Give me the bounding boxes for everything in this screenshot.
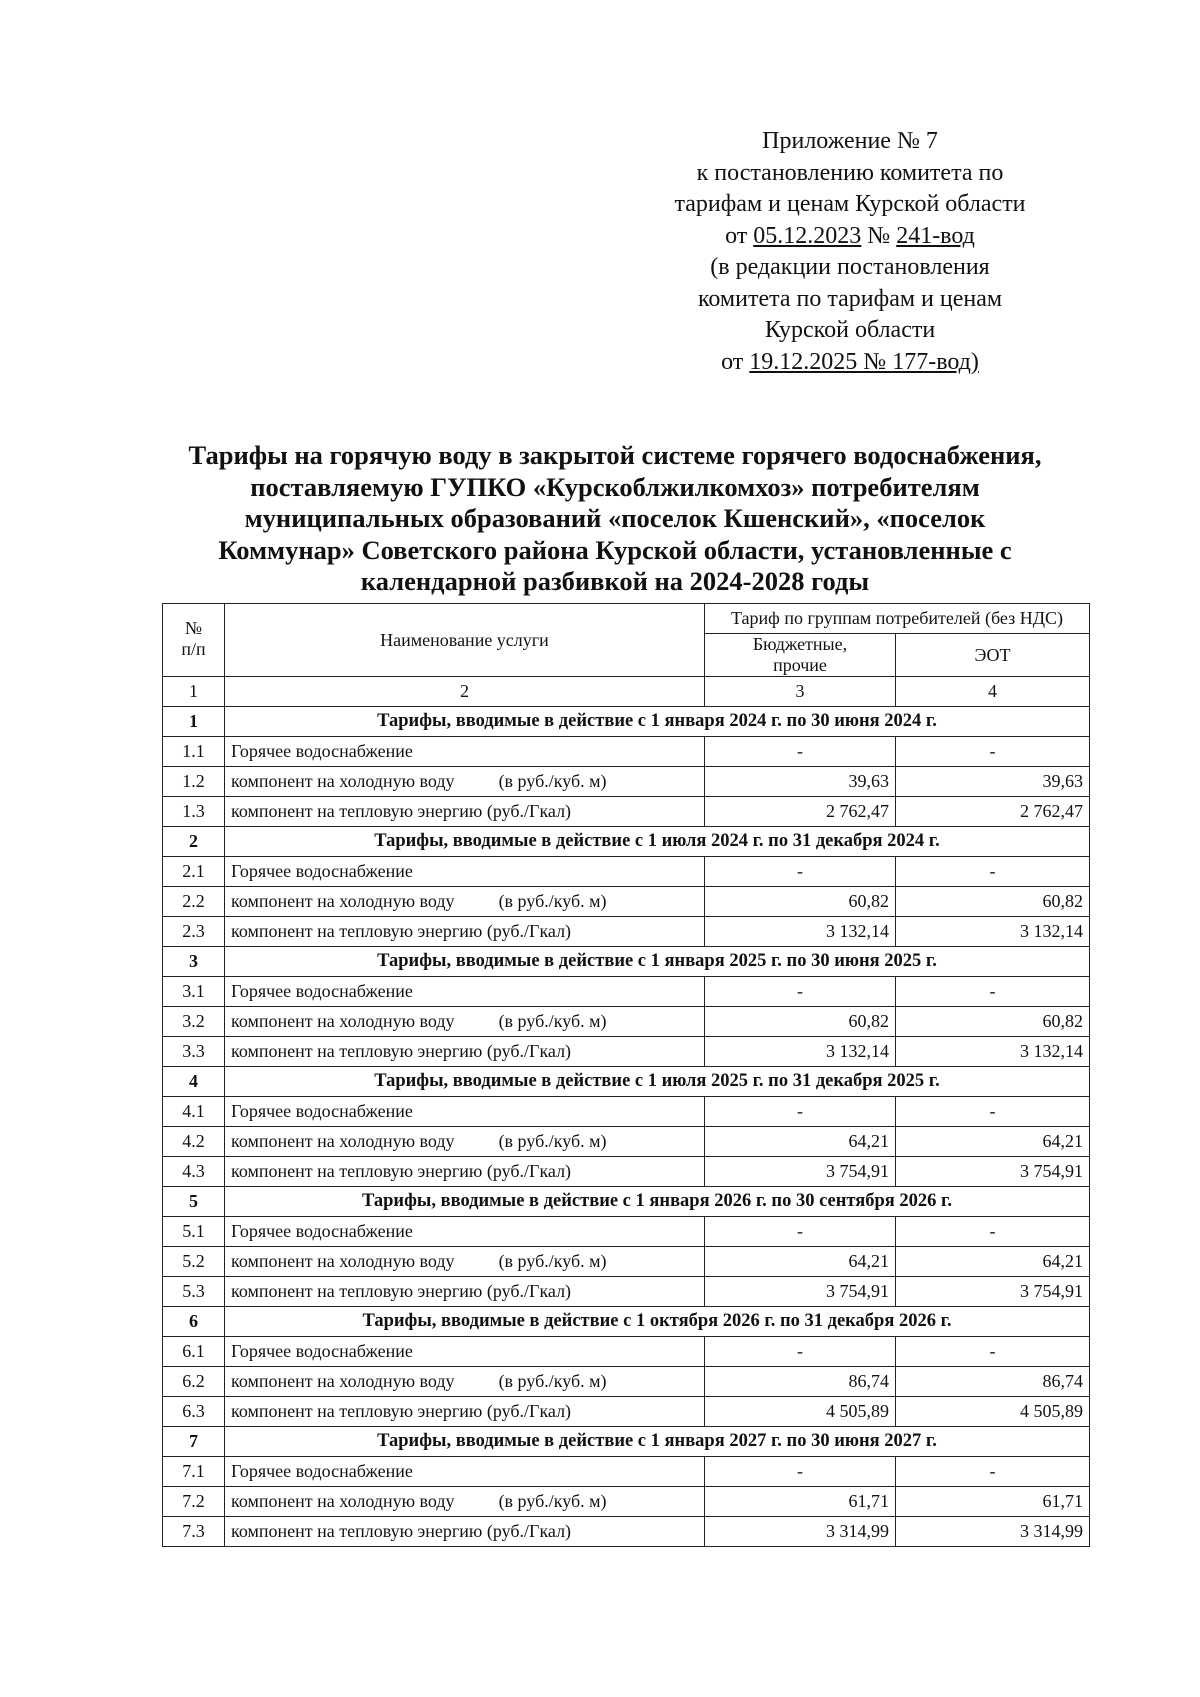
tariff-table (162, 603, 1090, 1547)
service-name-cell (225, 1397, 705, 1427)
period-row (163, 947, 1090, 977)
eot-value: 4 505,89 (896, 1397, 1090, 1427)
row-number: 2.3 (163, 917, 225, 947)
period-number: 2 (163, 827, 225, 857)
service-name-cell (225, 1127, 705, 1157)
table-row (163, 1127, 1090, 1157)
period-row (163, 1187, 1090, 1217)
budget-value: 86,74 (705, 1367, 896, 1397)
service-unit: (в руб./куб. м) (498, 1491, 607, 1511)
budget-value: 60,82 (705, 887, 896, 917)
title-line: Тарифы на горячую воду в закрытой системе горячего водоснабжения, (188, 440, 1042, 470)
service-unit: (в руб./куб. м) (498, 1011, 607, 1031)
budget-value: 39,63 (705, 767, 896, 797)
table-row (163, 917, 1090, 947)
row-number: 2.2 (163, 887, 225, 917)
service-name-cell (225, 737, 705, 767)
header-budget: Бюджетные, прочие (705, 634, 896, 677)
service-name-cell (225, 1487, 705, 1517)
period-number: 3 (163, 947, 225, 977)
table-row (163, 1157, 1090, 1187)
column-number-row (163, 677, 1090, 707)
service-name: Горячее водоснабжение (231, 1461, 413, 1481)
service-name: компонент на тепловую энергию (руб./Гкал) (231, 1161, 572, 1181)
service-name: компонент на тепловую энергию (руб./Гкал) (231, 1041, 572, 1061)
budget-value: 3 132,14 (705, 1037, 896, 1067)
service-name: компонент на тепловую энергию (руб./Гкал) (231, 1521, 572, 1541)
table-row (163, 887, 1090, 917)
period-number: 4 (163, 1067, 225, 1097)
row-number: 3.2 (163, 1007, 225, 1037)
service-name: компонент на тепловую энергию (руб./Гкал) (231, 921, 572, 941)
appendix-number: 241-вод (896, 222, 975, 249)
service-name-cell (225, 1517, 705, 1547)
eot-value: 3 754,91 (896, 1277, 1090, 1307)
eot-value: - (896, 737, 1090, 767)
column-number: 4 (896, 677, 1090, 707)
period-title: Тарифы, вводимые в действие с 1 июля 2024 г. по 31 декабря 2024 г. (225, 827, 1090, 857)
row-number: 4.2 (163, 1127, 225, 1157)
budget-value: - (705, 1337, 896, 1367)
row-number: 1.2 (163, 767, 225, 797)
budget-value: 3 754,91 (705, 1277, 896, 1307)
row-number: 6.2 (163, 1367, 225, 1397)
table-row (163, 857, 1090, 887)
service-name-cell (225, 1337, 705, 1367)
appendix-line: Приложение № 7 (762, 128, 938, 154)
eot-value: 64,21 (896, 1247, 1090, 1277)
eot-value: 60,82 (896, 887, 1090, 917)
appendix-block (640, 126, 1060, 378)
service-name: компонент на холодную воду (231, 1011, 455, 1031)
service-name-cell (225, 1217, 705, 1247)
table-row (163, 1247, 1090, 1277)
row-number: 7.3 (163, 1517, 225, 1547)
service-name: Горячее водоснабжение (231, 861, 413, 881)
eot-value: - (896, 977, 1090, 1007)
service-unit: (в руб./куб. м) (498, 1251, 607, 1271)
appendix-prefix: от (721, 348, 744, 375)
table-row (163, 1097, 1090, 1127)
service-name-cell (225, 887, 705, 917)
period-title: Тарифы, вводимые в действие с 1 января 2026 г. по 30 сентября 2026 г. (225, 1187, 1090, 1217)
table-row (163, 797, 1090, 827)
service-name-cell (225, 977, 705, 1007)
title-line: календарной разбивкой на 2024-2028 годы (360, 566, 870, 596)
eot-value: 2 762,47 (896, 797, 1090, 827)
budget-value: 64,21 (705, 1127, 896, 1157)
eot-value: 64,21 (896, 1127, 1090, 1157)
service-name-cell (225, 1367, 705, 1397)
row-number: 6.3 (163, 1397, 225, 1427)
eot-value: 3 132,14 (896, 917, 1090, 947)
appendix-line: комитета по тарифам и ценам (697, 285, 1003, 312)
eot-value: - (896, 1457, 1090, 1487)
period-number: 5 (163, 1187, 225, 1217)
service-name: Горячее водоснабжение (231, 1341, 413, 1361)
column-number: 2 (225, 677, 705, 707)
service-name: компонент на холодную воду (231, 891, 455, 911)
table-row (163, 1037, 1090, 1067)
eot-value: 3 754,91 (896, 1157, 1090, 1187)
row-number: 5.3 (163, 1277, 225, 1307)
eot-value: 39,63 (896, 767, 1090, 797)
eot-value: 3 314,99 (896, 1517, 1090, 1547)
row-number: 5.1 (163, 1217, 225, 1247)
table-row (163, 1367, 1090, 1397)
period-title: Тарифы, вводимые в действие с 1 июля 2025 г. по 31 декабря 2025 г. (225, 1067, 1090, 1097)
table-row (163, 1337, 1090, 1367)
period-title: Тарифы, вводимые в действие с 1 октября 2026 г. по 31 декабря 2026 г. (225, 1307, 1090, 1337)
service-name: компонент на тепловую энергию (руб./Гкал) (231, 1401, 572, 1421)
eot-value: 86,74 (896, 1367, 1090, 1397)
header-num: № п/п (163, 604, 225, 677)
eot-value: - (896, 1097, 1090, 1127)
title-line: Коммунар» Советского района Курской области, установленные с (218, 534, 1012, 565)
row-number: 4.1 (163, 1097, 225, 1127)
service-name-cell (225, 1277, 705, 1307)
service-name: компонент на тепловую энергию (руб./Гкал) (231, 801, 572, 821)
service-name: компонент на холодную воду (231, 771, 455, 791)
budget-value: - (705, 737, 896, 767)
period-title: Тарифы, вводимые в действие с 1 января 2024 г. по 30 июня 2024 г. (225, 707, 1090, 737)
period-row (163, 1427, 1090, 1457)
eot-value: - (896, 1337, 1090, 1367)
service-name-cell (225, 767, 705, 797)
budget-value: 4 505,89 (705, 1397, 896, 1427)
service-name-cell (225, 1007, 705, 1037)
service-name-cell (225, 1457, 705, 1487)
row-number: 1.3 (163, 797, 225, 827)
period-row (163, 1067, 1090, 1097)
header-service: Наименование услуги (225, 604, 705, 677)
service-name: компонент на холодную воду (231, 1131, 455, 1151)
row-number: 7.1 (163, 1457, 225, 1487)
service-unit: (в руб./куб. м) (498, 1131, 607, 1151)
table-row (163, 737, 1090, 767)
service-name-cell (225, 797, 705, 827)
appendix-revision: 19.12.2025 № 177-вод) (749, 348, 979, 375)
eot-value: - (896, 1217, 1090, 1247)
appendix-num-label: № (867, 222, 891, 249)
period-row (163, 827, 1090, 857)
budget-value: 3 754,91 (705, 1157, 896, 1187)
budget-value: 64,21 (705, 1247, 896, 1277)
table-row (163, 977, 1090, 1007)
row-number: 3.1 (163, 977, 225, 1007)
appendix-line: Курской области (764, 317, 936, 343)
budget-value: 2 762,47 (705, 797, 896, 827)
table-row (163, 767, 1090, 797)
service-name-cell (225, 857, 705, 887)
budget-value: - (705, 977, 896, 1007)
period-title: Тарифы, вводимые в действие с 1 января 2027 г. по 30 июня 2027 г. (225, 1427, 1090, 1457)
period-row (163, 1307, 1090, 1337)
service-unit: (в руб./куб. м) (498, 891, 607, 911)
column-number: 3 (705, 677, 896, 707)
service-name: Горячее водоснабжение (231, 1101, 413, 1121)
table-row (163, 1487, 1090, 1517)
service-name: компонент на холодную воду (231, 1491, 455, 1511)
service-name: компонент на тепловую энергию (руб./Гкал) (231, 1281, 572, 1301)
period-number: 6 (163, 1307, 225, 1337)
service-name-cell (225, 917, 705, 947)
service-name: компонент на холодную воду (231, 1371, 455, 1391)
row-number: 5.2 (163, 1247, 225, 1277)
service-name: компонент на холодную воду (231, 1251, 455, 1271)
service-unit: (в руб./куб. м) (498, 771, 607, 791)
period-title: Тарифы, вводимые в действие с 1 января 2025 г. по 30 июня 2025 г. (225, 947, 1090, 977)
service-name-cell (225, 1247, 705, 1277)
appendix-line (640, 221, 1060, 253)
service-name: Горячее водоснабжение (231, 1221, 413, 1241)
service-name: Горячее водоснабжение (231, 981, 413, 1001)
row-number: 7.2 (163, 1487, 225, 1517)
period-row (163, 707, 1090, 737)
budget-value: - (705, 857, 896, 887)
appendix-date: 05.12.2023 (753, 222, 862, 249)
table-row (163, 1277, 1090, 1307)
service-name-cell (225, 1097, 705, 1127)
service-unit: (в руб./куб. м) (498, 1371, 607, 1391)
eot-value: 3 132,14 (896, 1037, 1090, 1067)
row-number: 4.3 (163, 1157, 225, 1187)
budget-value: - (705, 1217, 896, 1247)
budget-value: 60,82 (705, 1007, 896, 1037)
period-number: 1 (163, 707, 225, 737)
appendix-line: тарифам и ценам Курской области (674, 191, 1026, 217)
eot-value: 60,82 (896, 1007, 1090, 1037)
period-number: 7 (163, 1427, 225, 1457)
appendix-line (640, 347, 1060, 379)
header-row (163, 604, 1090, 634)
budget-value: 3 314,99 (705, 1517, 896, 1547)
appendix-line: к постановлению комитета по (696, 159, 1004, 186)
appendix-prefix: от (725, 222, 748, 249)
table-row (163, 1397, 1090, 1427)
row-number: 6.1 (163, 1337, 225, 1367)
row-number: 1.1 (163, 737, 225, 767)
service-name: Горячее водоснабжение (231, 741, 413, 761)
header-eot: ЭОТ (896, 634, 1090, 677)
title-line: поставляемую ГУПКО «Курскоблжилкомхоз» потребителям (250, 471, 980, 502)
budget-value: - (705, 1097, 896, 1127)
table-row (163, 1517, 1090, 1547)
row-number: 2.1 (163, 857, 225, 887)
title-line: муниципальных образований «поселок Кшенский», «поселок (244, 503, 986, 533)
service-name-cell (225, 1037, 705, 1067)
eot-value: - (896, 857, 1090, 887)
service-name-cell (225, 1157, 705, 1187)
table-row (163, 1007, 1090, 1037)
column-number: 1 (163, 677, 225, 707)
appendix-line: (в редакции постановления (710, 254, 990, 280)
budget-value: 61,71 (705, 1487, 896, 1517)
header-group: Тариф по группам потребителей (без НДС) (705, 604, 1090, 634)
table-row (163, 1217, 1090, 1247)
document-title (150, 440, 1080, 598)
eot-value: 61,71 (896, 1487, 1090, 1517)
budget-value: 3 132,14 (705, 917, 896, 947)
row-number: 3.3 (163, 1037, 225, 1067)
budget-value: - (705, 1457, 896, 1487)
table-row (163, 1457, 1090, 1487)
